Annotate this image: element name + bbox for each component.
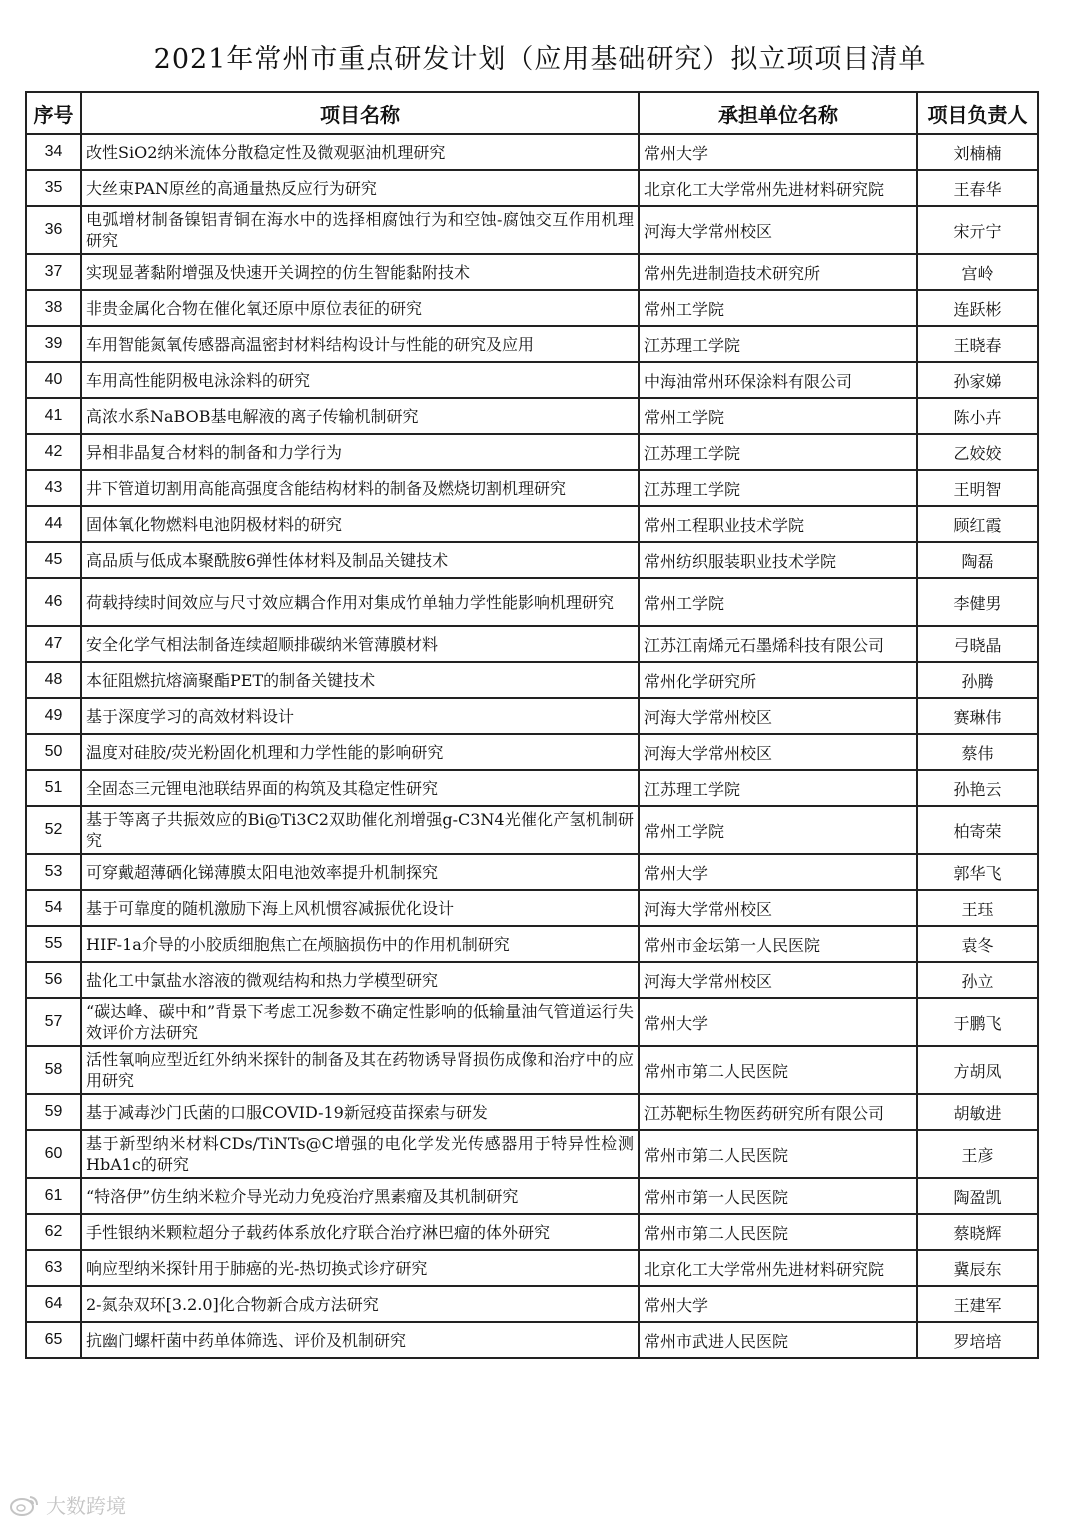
table-row: [26, 1322, 1038, 1358]
cell-leader: 郭华飞: [917, 854, 1038, 890]
cell-no: 63: [26, 1250, 81, 1286]
cell-leader: 王珏: [917, 890, 1038, 926]
cell-leader: 孙立: [917, 962, 1038, 998]
cell-leader: 王春华: [917, 170, 1038, 206]
cell-no: 60: [26, 1130, 81, 1178]
cell-no: 39: [26, 326, 81, 362]
cell-unit-name: 常州市武进人民医院: [639, 1322, 917, 1358]
cell-no: 38: [26, 290, 81, 326]
cell-leader: 陶磊: [917, 542, 1038, 578]
column-header-name: 项目名称: [81, 92, 639, 134]
cell-no: 53: [26, 854, 81, 890]
cell-no: 49: [26, 698, 81, 734]
cell-leader: 顾红霞: [917, 506, 1038, 542]
cell-project-name: 盐化工中氯盐水溶液的微观结构和热力学模型研究: [81, 962, 639, 998]
cell-unit-name: 河海大学常州校区: [639, 206, 917, 254]
cell-no: 55: [26, 926, 81, 962]
cell-unit-name: 常州市第二人民医院: [639, 1214, 917, 1250]
cell-no: 57: [26, 998, 81, 1046]
cell-unit-name: 江苏理工学院: [639, 434, 917, 470]
cell-no: 42: [26, 434, 81, 470]
cell-unit-name: 常州大学: [639, 854, 917, 890]
table-row: [26, 926, 1038, 962]
cell-project-name: 基于可靠度的随机激励下海上风机惯容减振优化设计: [81, 890, 639, 926]
cell-unit-name: 河海大学常州校区: [639, 962, 917, 998]
cell-unit-name: 常州化学研究所: [639, 662, 917, 698]
cell-project-name: 电弧增材制备镍铝青铜在海水中的选择相腐蚀行为和空蚀-腐蚀交互作用机理研究: [81, 206, 639, 254]
cell-leader: 孙艳云: [917, 770, 1038, 806]
table-row: [26, 662, 1038, 698]
project-table: [25, 91, 1039, 1359]
cell-project-name: 井下管道切割用高能高强度含能结构材料的制备及燃烧切割机理研究: [81, 470, 639, 506]
table-row: [26, 626, 1038, 662]
cell-leader: 宫岭: [917, 254, 1038, 290]
cell-no: 56: [26, 962, 81, 998]
table-row: [26, 578, 1038, 626]
table-row: [26, 506, 1038, 542]
cell-unit-name: 河海大学常州校区: [639, 734, 917, 770]
cell-leader: 蔡伟: [917, 734, 1038, 770]
cell-project-name: HIF-1a介导的小胶质细胞焦亡在颅脑损伤中的作用机制研究: [81, 926, 639, 962]
cell-no: 65: [26, 1322, 81, 1358]
cell-project-name: “特洛伊”仿生纳米粒介导光动力免疫治疗黑素瘤及其机制研究: [81, 1178, 639, 1214]
cell-project-name: 车用高性能阴极电泳涂料的研究: [81, 362, 639, 398]
cell-unit-name: 常州大学: [639, 998, 917, 1046]
table-row: [26, 1046, 1038, 1094]
cell-unit-name: 常州工学院: [639, 578, 917, 626]
weibo-icon: [10, 1493, 40, 1517]
table-row: [26, 734, 1038, 770]
cell-no: 35: [26, 170, 81, 206]
cell-unit-name: 江苏理工学院: [639, 326, 917, 362]
table-row: [26, 290, 1038, 326]
cell-leader: 赛琳伟: [917, 698, 1038, 734]
cell-no: 51: [26, 770, 81, 806]
cell-project-name: 基于减毒沙门氏菌的口服COVID-19新冠疫苗探索与研发: [81, 1094, 639, 1130]
cell-no: 59: [26, 1094, 81, 1130]
cell-no: 36: [26, 206, 81, 254]
cell-project-name: 手性银纳米颗粒超分子载药体系放化疗联合治疗淋巴瘤的体外研究: [81, 1214, 639, 1250]
table-body: [26, 134, 1038, 1358]
cell-no: 45: [26, 542, 81, 578]
cell-no: 47: [26, 626, 81, 662]
cell-leader: 王晓春: [917, 326, 1038, 362]
table-row: [26, 962, 1038, 998]
cell-leader: 袁冬: [917, 926, 1038, 962]
cell-no: 40: [26, 362, 81, 398]
watermark-text: 大数跨境: [46, 1494, 126, 1518]
table-row: [26, 998, 1038, 1046]
cell-project-name: 可穿戴超薄硒化锑薄膜太阳电池效率提升机制探究: [81, 854, 639, 890]
table-row: [26, 398, 1038, 434]
cell-no: 44: [26, 506, 81, 542]
cell-unit-name: 常州市第二人民医院: [639, 1130, 917, 1178]
cell-no: 50: [26, 734, 81, 770]
table-row: [26, 254, 1038, 290]
cell-leader: 胡敏进: [917, 1094, 1038, 1130]
cell-project-name: 固体氧化物燃料电池阴极材料的研究: [81, 506, 639, 542]
cell-leader: 孙家娣: [917, 362, 1038, 398]
cell-leader: 王彦: [917, 1130, 1038, 1178]
cell-leader: 孙腾: [917, 662, 1038, 698]
cell-leader: 于鹏飞: [917, 998, 1038, 1046]
cell-project-name: 抗幽门螺杆菌中药单体筛选、评价及机制研究: [81, 1322, 639, 1358]
table-row: [26, 170, 1038, 206]
cell-unit-name: 北京化工大学常州先进材料研究院: [639, 1250, 917, 1286]
table-row: [26, 1094, 1038, 1130]
cell-no: 34: [26, 134, 81, 170]
cell-project-name: 基于等离子共振效应的Bi@Ti3C2双助催化剂增强g-C3N4光催化产氢机制研究: [81, 806, 639, 854]
cell-leader: 陶盈凯: [917, 1178, 1038, 1214]
cell-leader: 方胡凤: [917, 1046, 1038, 1094]
page-title: 2021年常州市重点研发计划（应用基础研究）拟立项项目清单: [153, 44, 927, 75]
table-row: [26, 134, 1038, 170]
table-row: [26, 470, 1038, 506]
cell-unit-name: 河海大学常州校区: [639, 698, 917, 734]
cell-unit-name: 常州工学院: [639, 290, 917, 326]
cell-unit-name: 中海油常州环保涂料有限公司: [639, 362, 917, 398]
cell-unit-name: 江苏理工学院: [639, 770, 917, 806]
cell-unit-name: 河海大学常州校区: [639, 890, 917, 926]
cell-project-name: 异相非晶复合材料的制备和力学行为: [81, 434, 639, 470]
cell-project-name: 非贵金属化合物在催化氧还原中原位表征的研究: [81, 290, 639, 326]
table-row: [26, 206, 1038, 254]
cell-unit-name: 江苏江南烯元石墨烯科技有限公司: [639, 626, 917, 662]
cell-project-name: 实现显著黏附增强及快速开关调控的仿生智能黏附技术: [81, 254, 639, 290]
table-row: [26, 1286, 1038, 1322]
table-row: [26, 362, 1038, 398]
cell-project-name: 本征阻燃抗熔滴聚酯PET的制备关键技术: [81, 662, 639, 698]
cell-project-name: 温度对硅胶/荧光粉固化机理和力学性能的影响研究: [81, 734, 639, 770]
cell-project-name: 高浓水系NaBOB基电解液的离子传输机制研究: [81, 398, 639, 434]
table-row: [26, 890, 1038, 926]
cell-leader: 连跃彬: [917, 290, 1038, 326]
cell-unit-name: 常州市第一人民医院: [639, 1178, 917, 1214]
cell-unit-name: 北京化工大学常州先进材料研究院: [639, 170, 917, 206]
cell-no: 43: [26, 470, 81, 506]
table-row: [26, 434, 1038, 470]
cell-unit-name: 江苏理工学院: [639, 470, 917, 506]
cell-unit-name: 常州市金坛第一人民医院: [639, 926, 917, 962]
cell-unit-name: 常州工学院: [639, 398, 917, 434]
table-row: [26, 698, 1038, 734]
cell-no: 61: [26, 1178, 81, 1214]
cell-project-name: 基于新型纳米材料CDs/TiNTs@C增强的电化学发光传感器用于特异性检测 HbA1c的研究: [81, 1130, 639, 1178]
table-row: [26, 326, 1038, 362]
cell-unit-name: 江苏靶标生物医药研究所有限公司: [639, 1094, 917, 1130]
column-header-leader: 项目负责人: [917, 92, 1038, 134]
cell-no: 41: [26, 398, 81, 434]
cell-project-name: 荷载持续时间效应与尺寸效应耦合作用对集成竹单轴力学性能影响机理研究: [81, 578, 639, 626]
column-header-no: 序号: [26, 92, 81, 134]
cell-leader: 柏寄荣: [917, 806, 1038, 854]
cell-no: 64: [26, 1286, 81, 1322]
cell-project-name: 活性氧响应型近红外纳米探针的制备及其在药物诱导肾损伤成像和治疗中的应用研究: [81, 1046, 639, 1094]
table-row: [26, 854, 1038, 890]
watermark: [10, 1490, 126, 1519]
cell-no: 37: [26, 254, 81, 290]
cell-project-name: 高品质与低成本聚酰胺6弹性体材料及制品关键技术: [81, 542, 639, 578]
cell-project-name: 改性SiO2纳米流体分散稳定性及微观驱油机理研究: [81, 134, 639, 170]
cell-leader: 蔡晓辉: [917, 1214, 1038, 1250]
cell-project-name: “碳达峰、碳中和”背景下考虑工况参数不确定性影响的低输量油气管道运行失效评价方法研究: [81, 998, 639, 1046]
cell-leader: 弓晓晶: [917, 626, 1038, 662]
cell-unit-name: 常州大学: [639, 134, 917, 170]
cell-no: 46: [26, 578, 81, 626]
table-row: [26, 1214, 1038, 1250]
cell-leader: 乙姣姣: [917, 434, 1038, 470]
cell-leader: 陈小卉: [917, 398, 1038, 434]
cell-leader: 刘楠楠: [917, 134, 1038, 170]
table-header-row: [26, 92, 1038, 134]
cell-leader: 冀辰东: [917, 1250, 1038, 1286]
cell-project-name: 2-氮杂双环[3.2.0]化合物新合成方法研究: [81, 1286, 639, 1322]
cell-leader: 李健男: [917, 578, 1038, 626]
cell-leader: 罗培培: [917, 1322, 1038, 1358]
table-row: [26, 1250, 1038, 1286]
cell-project-name: 大丝束PAN原丝的高通量热反应行为研究: [81, 170, 639, 206]
table-row: [26, 1130, 1038, 1178]
cell-unit-name: 常州先进制造技术研究所: [639, 254, 917, 290]
table-row: [26, 1178, 1038, 1214]
cell-no: 54: [26, 890, 81, 926]
cell-project-name: 响应型纳米探针用于肺癌的光-热切换式诊疗研究: [81, 1250, 639, 1286]
cell-unit-name: 常州市第二人民医院: [639, 1046, 917, 1094]
cell-project-name: 安全化学气相法制备连续超顺排碳纳米管薄膜材料: [81, 626, 639, 662]
cell-unit-name: 常州工程职业技术学院: [639, 506, 917, 542]
cell-leader: 宋亓宁: [917, 206, 1038, 254]
column-header-unit: 承担单位名称: [639, 92, 917, 134]
table-row: [26, 806, 1038, 854]
cell-leader: 王明智: [917, 470, 1038, 506]
cell-project-name: 车用智能氮氧传感器高温密封材料结构设计与性能的研究及应用: [81, 326, 639, 362]
cell-unit-name: 常州工学院: [639, 806, 917, 854]
cell-no: 48: [26, 662, 81, 698]
cell-project-name: 全固态三元锂电池联结界面的构筑及其稳定性研究: [81, 770, 639, 806]
cell-no: 62: [26, 1214, 81, 1250]
cell-project-name: 基于深度学习的高效材料设计: [81, 698, 639, 734]
cell-no: 52: [26, 806, 81, 854]
cell-no: 58: [26, 1046, 81, 1094]
table-row: [26, 770, 1038, 806]
table-row: [26, 542, 1038, 578]
cell-leader: 王建军: [917, 1286, 1038, 1322]
cell-unit-name: 常州大学: [639, 1286, 917, 1322]
cell-unit-name: 常州纺织服装职业技术学院: [639, 542, 917, 578]
